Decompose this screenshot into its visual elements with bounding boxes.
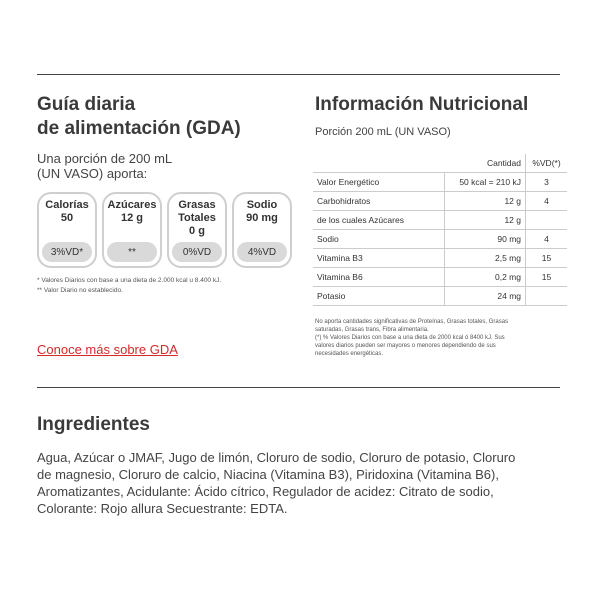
table-row	[313, 287, 567, 306]
gda-card-label: Sodio	[246, 199, 278, 211]
table-row	[313, 173, 567, 192]
ingredients-line: Colorante: Rojo allura Secuestrante: EDTA.	[37, 501, 288, 516]
nutrition-footnote-line: necesidades energéticas.	[315, 351, 384, 357]
gda-card-calorias	[37, 192, 97, 268]
gda-portion-line2: (UN VASO) aporta:	[37, 166, 148, 181]
gda-more-info-link[interactable]: Conoce más sobre GDA	[37, 342, 178, 357]
nutrient-quantity: 90 mg	[445, 230, 526, 249]
gda-card-value: 90 mg	[246, 212, 278, 224]
gda-card-percent: 3%VD*	[42, 242, 92, 262]
nutrient-name: Sodio	[313, 230, 445, 249]
gda-title-line2: de alimentación (GDA)	[37, 118, 241, 139]
gda-portion-line1: Una porción de 200 mL	[37, 151, 173, 166]
ingredients-line: Agua, Azúcar o JMAF, Jugo de limón, Cloruro de sodio, Cloruro de potasio, Cloruro	[37, 450, 516, 465]
table-row	[313, 230, 567, 249]
nutrition-footnote-line: saturadas, Grasas trans, Fibra alimentaria.	[315, 327, 429, 333]
gda-portion	[37, 151, 172, 181]
gda-card-label: Grasas	[178, 199, 216, 211]
nutrient-vd: 15	[526, 249, 568, 268]
gda-card-percent: **	[107, 242, 157, 262]
nutrient-quantity: 50 kcal = 210 kJ	[445, 173, 526, 192]
nutrient-vd	[526, 211, 568, 230]
nutrient-name: Vitamina B6	[313, 268, 445, 287]
table-row	[313, 249, 567, 268]
nutrition-table	[313, 154, 567, 306]
ingredients-title: Ingredientes	[37, 414, 150, 435]
nutrient-vd: 3	[526, 173, 568, 192]
gda-card-azucares	[102, 192, 162, 268]
nutrient-name: Valor Energético	[313, 173, 445, 192]
top-divider	[37, 74, 560, 75]
gda-card-value: 50	[60, 212, 74, 224]
nutrient-quantity: 2,5 mg	[445, 249, 526, 268]
nutrient-name: Vitamina B3	[313, 249, 445, 268]
nutrition-header-quantity: Cantidad	[445, 154, 526, 173]
nutrition-title: Información Nutricional	[315, 94, 529, 115]
ingredients-line: de magnesio, Cloruro de calcio, Niacina (Vitamina B3), Piridoxina (Vitamina B6),	[37, 467, 499, 482]
nutrition-footnote-line: valores diarios pueden ser mayores o menores dependiendo de sus	[315, 343, 496, 349]
nutrition-footnotes	[315, 318, 508, 358]
nutrient-name: Potasio	[313, 287, 445, 306]
nutrient-name: Carbohidratos	[313, 192, 445, 211]
table-row	[313, 192, 567, 211]
nutrient-quantity: 0,2 mg	[445, 268, 526, 287]
gda-footnote-1: * Valores Diarios con base a una dieta de 2.000 kcal u 8.400 kJ.	[37, 277, 222, 284]
gda-card-label-2: Totales	[178, 212, 216, 224]
gda-card-label: Azúcares	[107, 199, 157, 211]
nutrition-footnote-line: (*) % Valores Diarios con base a una dieta de 2000 kcal ó 8400 kJ. Sus	[315, 335, 505, 341]
gda-footnotes	[37, 276, 221, 296]
gda-title-line1: Guía diaria	[37, 94, 136, 115]
nutrient-quantity: 12 g	[445, 211, 526, 230]
nutrient-vd: 4	[526, 230, 568, 249]
gda-card-sodio	[232, 192, 292, 268]
nutrition-header-vd: %VD(*)	[526, 154, 568, 173]
gda-card-percent: 4%VD	[237, 242, 287, 262]
gda-card-value: 12 g	[120, 212, 143, 224]
nutrition-header-blank	[313, 154, 445, 173]
gda-card-percent: 0%VD	[172, 242, 222, 262]
gda-title	[37, 93, 241, 141]
nutrition-footnote-line: No aporta cantidades significativas de Proteínas, Grasas totales, Grasas	[315, 319, 509, 325]
table-row	[313, 268, 567, 287]
nutrient-vd: 4	[526, 192, 568, 211]
nutrient-quantity: 12 g	[445, 192, 526, 211]
section-divider	[37, 387, 560, 388]
nutrition-portion: Porción 200 mL (UN VASO)	[315, 126, 451, 138]
nutrient-vd	[526, 287, 568, 306]
gda-cards	[37, 192, 292, 268]
gda-card-value: 0 g	[189, 225, 205, 237]
nutrient-quantity: 24 mg	[445, 287, 526, 306]
gda-card-label: Calorías	[45, 199, 89, 211]
gda-footnote-2: ** Valor Diario no establecido.	[37, 287, 123, 294]
nutrient-name: de los cuales Azúcares	[313, 211, 445, 230]
nutrition-table-header	[313, 154, 567, 173]
nutrient-vd: 15	[526, 268, 568, 287]
ingredients-text	[37, 449, 515, 517]
gda-card-grasas	[167, 192, 227, 268]
table-row	[313, 211, 567, 230]
ingredients-line: Aromatizantes, Acidulante: Ácido cítrico, Regulador de acidez: Citrato de sodio,	[37, 484, 494, 499]
